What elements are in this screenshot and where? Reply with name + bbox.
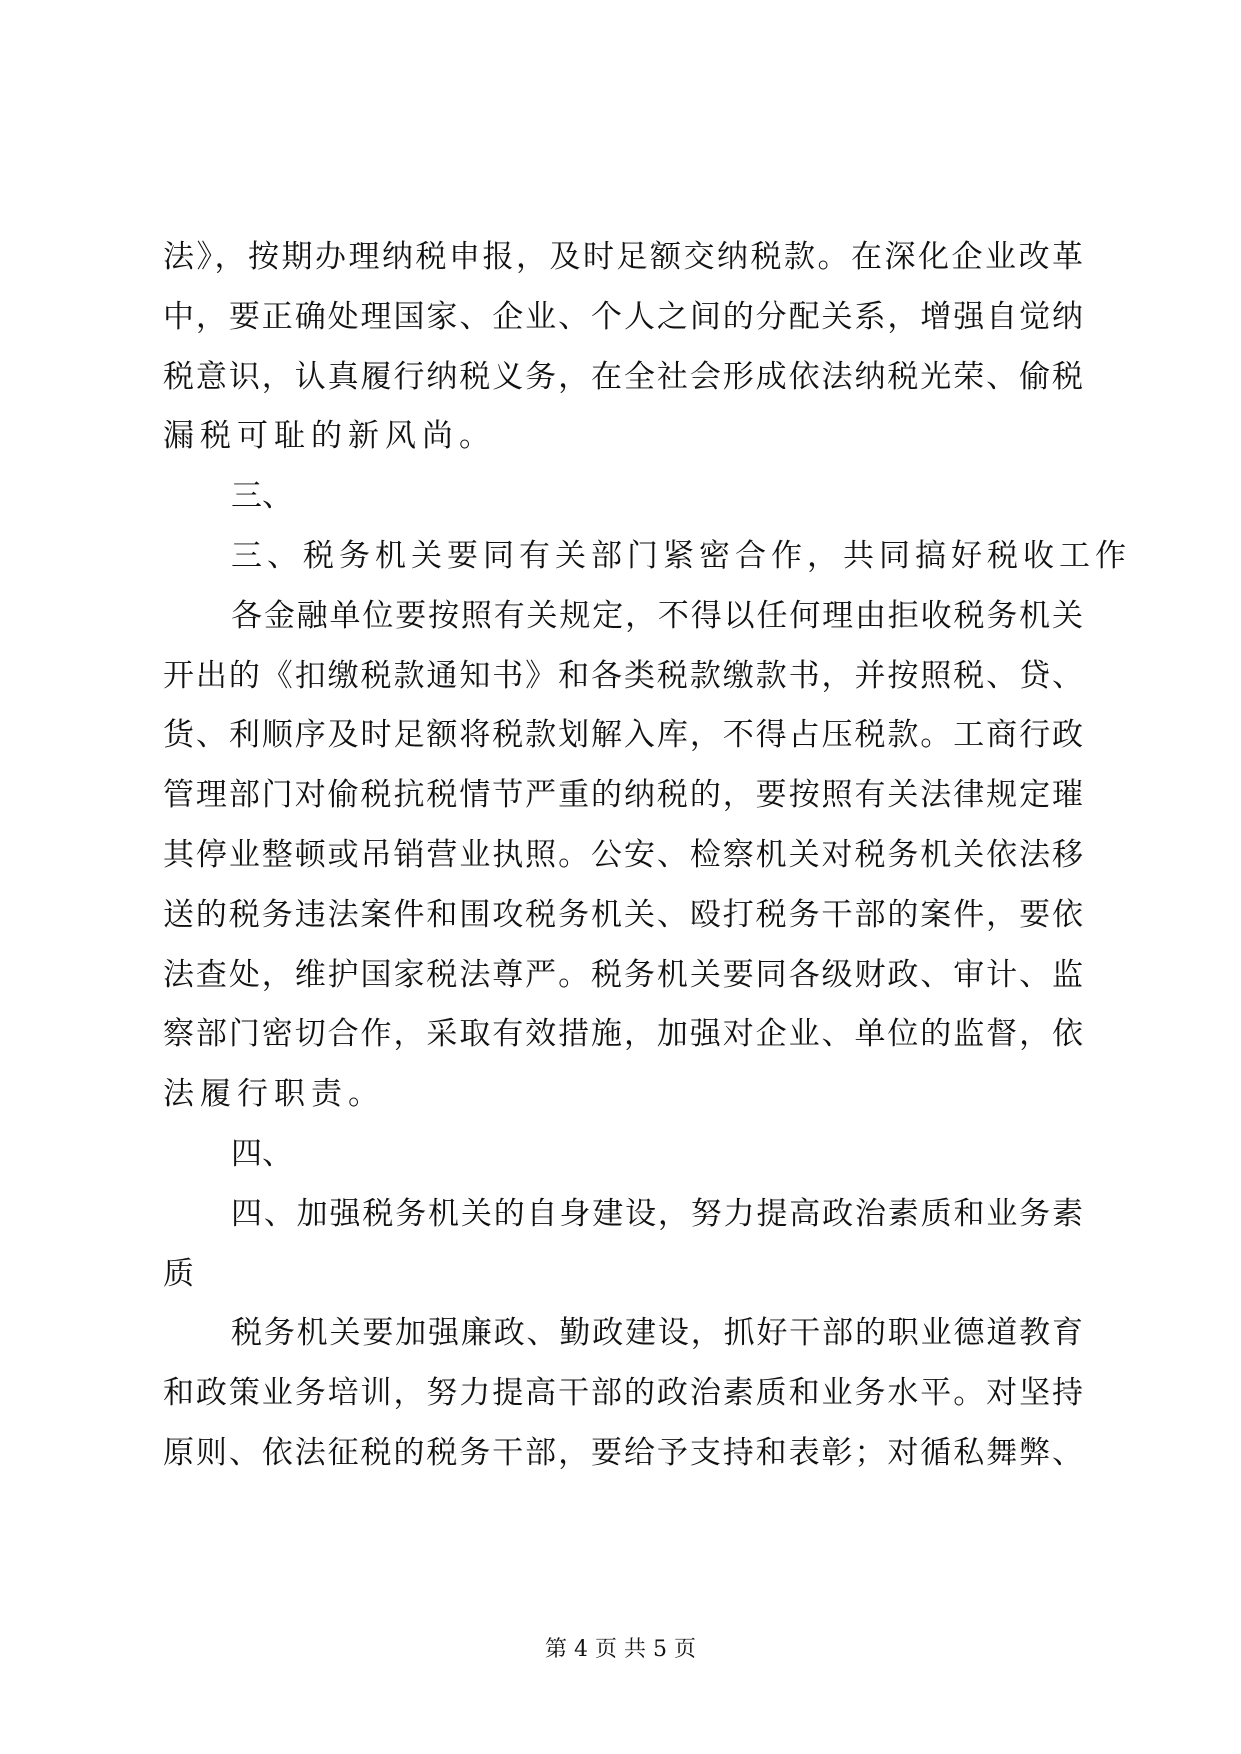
text-line: 税意识，认真履行纳税义务，在全社会形成依法纳税光荣、偷税 <box>163 358 1083 395</box>
text-line: 管理部门对偷税抗税情节严重的纳税的，要按照有关法律规定璀 <box>163 777 1083 814</box>
section-heading: 三、税务机关要同有关部门紧密合作，共同搞好税收工作 <box>231 537 1131 574</box>
text-line: 察部门密切合作，采取有效措施，加强对企业、单位的监督，依 <box>163 1016 1083 1053</box>
text-line: 和政策业务培训，努力提高干部的政治素质和业务水平。对坚持 <box>163 1375 1083 1412</box>
section-heading: 四、加强税务机关的自身建设，努力提高政治素质和业务素 <box>231 1195 1083 1232</box>
text-line: 开出的《扣缴税款通知书》和各类税款缴款书，并按照税、贷、 <box>163 657 1083 694</box>
text-line: 法履行职责。 <box>163 1076 385 1113</box>
page-number-footer: 第 4 页 共 5 页 <box>545 1637 696 1662</box>
text-line: 原则、依法征税的税务干部，要给予支持和表彰；对循私舞弊、 <box>163 1434 1083 1471</box>
document-body <box>163 228 1131 1484</box>
text-line: 其停业整顿或吊销营业执照。公安、检察机关对税务机关依法移 <box>163 836 1083 873</box>
section-heading-continued: 质 <box>163 1255 200 1292</box>
text-line: 税务机关要加强廉政、勤政建设，抓好干部的职业德道教育 <box>231 1315 1083 1352</box>
text-line: 送的税务违法案件和围攻税务机关、殴打税务干部的案件，要依 <box>163 896 1083 933</box>
text-line: 货、利顺序及时足额将税款划解入库，不得占压税款。工商行政 <box>163 717 1083 754</box>
text-line: 漏税可耻的新风尚。 <box>163 418 496 455</box>
text-line: 法》，按期办理纳税申报，及时足额交纳税款。在深化企业改革 <box>163 239 1083 275</box>
section-heading-number: 四、 <box>231 1135 293 1172</box>
section-heading-number: 三、 <box>231 478 293 515</box>
text-line: 法查处，维护国家税法尊严。税务机关要同各级财政、审计、监 <box>163 956 1083 993</box>
text-line: 中，要正确处理国家、企业、个人之间的分配关系，增强自觉纳 <box>163 298 1083 335</box>
text-line: 各金融单位要按照有关规定，不得以任何理由拒收税务机关 <box>231 597 1083 634</box>
